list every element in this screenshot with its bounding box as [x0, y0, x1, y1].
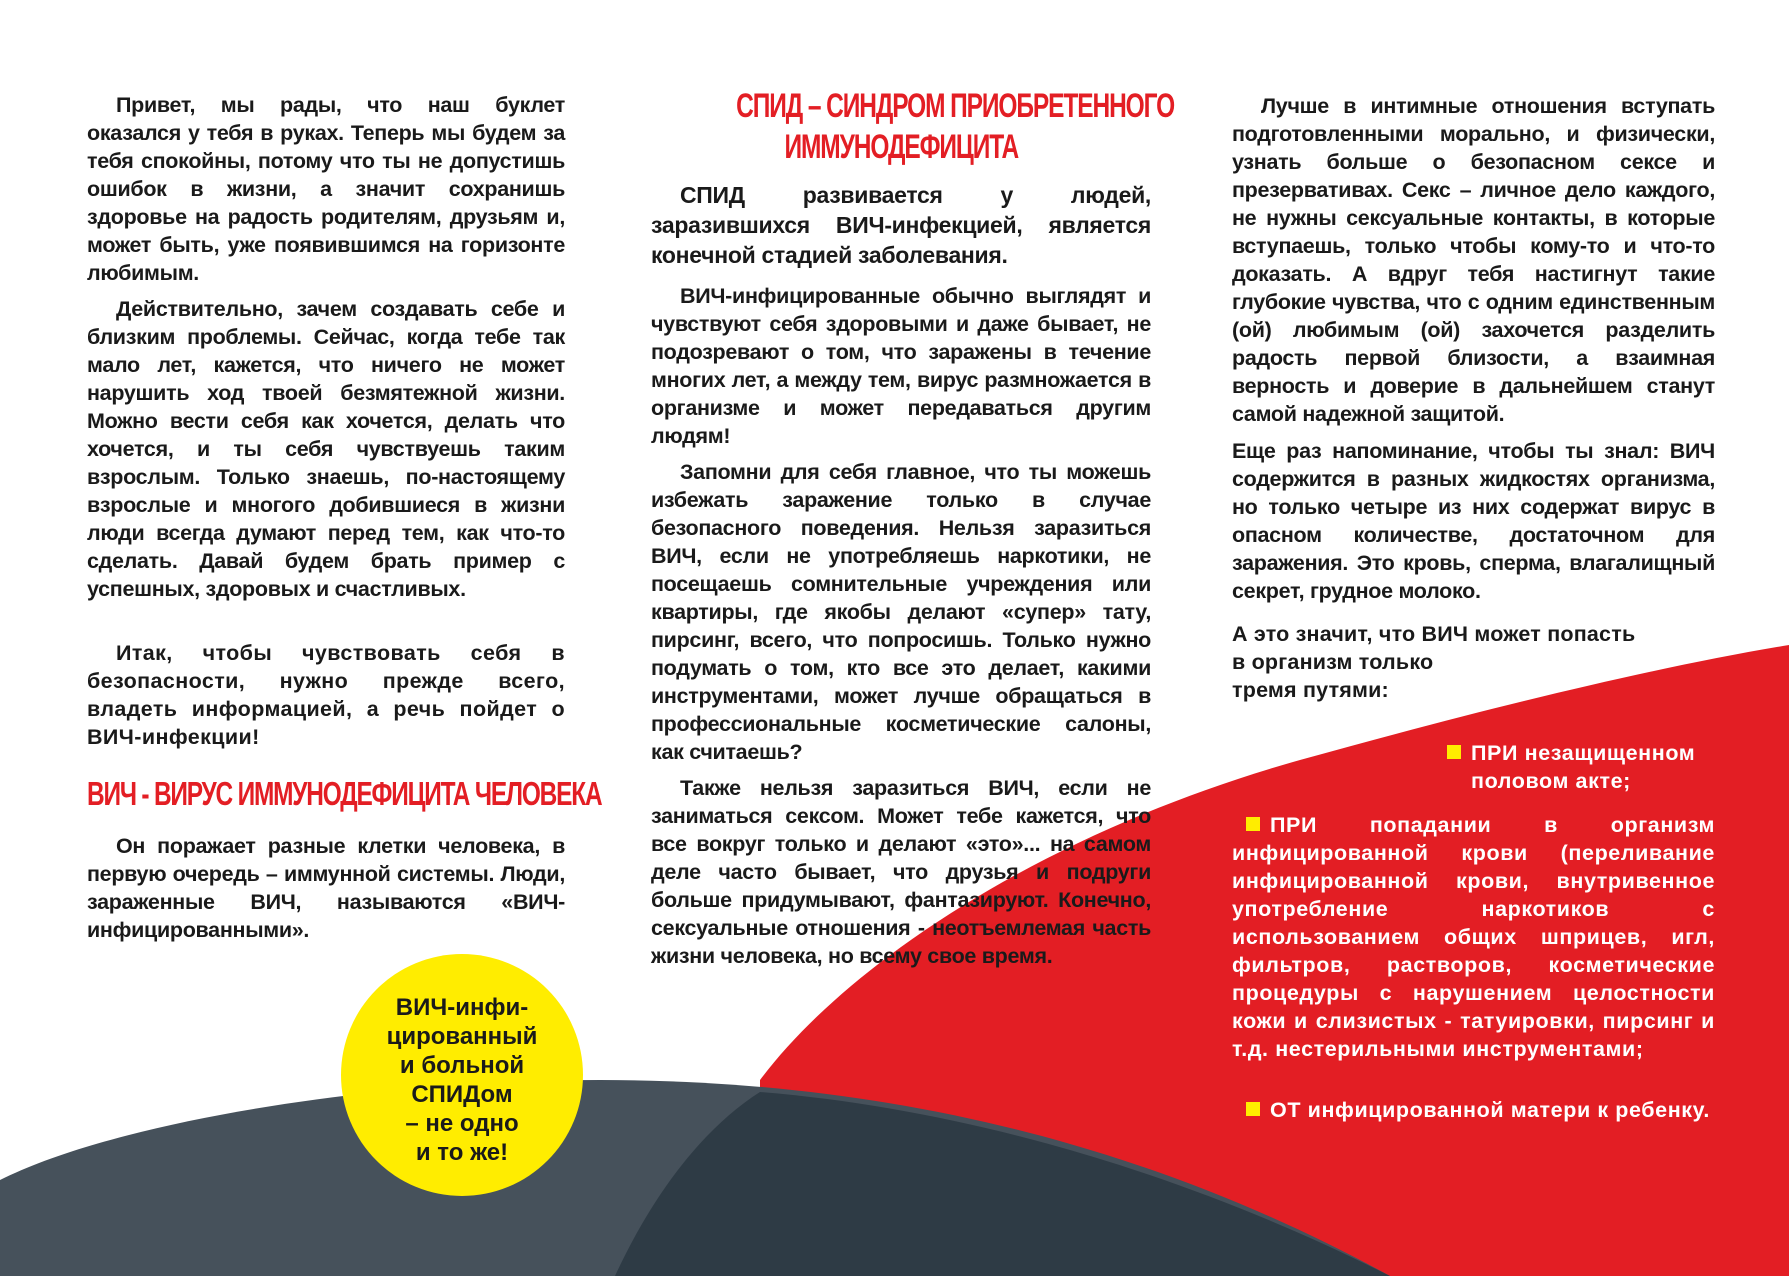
route-item-text: ПРИ попадании в организм инфицированной крови (переливание инфицированной крови, внутривенное употребление наркотиков с использованием общих шприцев, игл, фильтров, растворов, косметические процедуры с нарушением целостности кожи и слизистых - татуировки, пирсинг и т.д. нестерильными инструментами; [1232, 813, 1715, 1061]
prevention-paragraph: Запомни для себя главное, что ты можешь избежать заражение только в случае безопасного поведения. Нельзя заразиться ВИЧ, если не употребляешь наркотики, не посещаешь сомнительные учреждения или квартиры, где якобы делают «супер» тату, пирсинг, всего, что попросишь. Только нужно подумать о том, кто все это делает, какими инструментами, может лучше обращаться в профессиональные косметические салоны, как считаешь? [651, 460, 1151, 764]
hiv-heading: ВИЧ - ВИРУС ИММУНОДЕФИЦИТА ЧЕЛОВЕКА [87, 775, 602, 812]
reasoning-paragraph: Действительно, зачем создавать себе и близким проблемы. Сейчас, когда тебе так мало лет, кажется, что ничего не может нарушить ход твоей безмятежной жизни. Можно вести себя как хочется, делать что хочется, и ты себя чувствуешь таким взрослым. Только знаешь, по-настоящему взрослые и многого добившиеся в жизни люди всегда думают перед тем, как что-то сделать. Давай будем брать пример с успешных, здоровых и счастливых. [87, 297, 565, 601]
hiv-carriers-paragraph: ВИЧ-инфицированные обычно выглядят и чувствуют себя здоровыми и даже бывает, не подозревают о том, что заражены в течение многих лет, а между тем, вирус размножается в организме и может передаваться другим людям! [651, 284, 1151, 448]
relationships-paragraph: Лучше в интимные отношения вступать подготовленными морально, и физически, узнать больше о безопасном сексе и презервативах. Секс – личное дело каждого, не нужны сексуальные контакты, в которые вступаешь, только чтобы кому-то и что-то доказать. А вдруг тебя настигнут такие глубокие чувства, что с одним единственным (ой) любимым (ой) захочется разделить радость первой близости, а взаимная верность и доверие в дальнейшем станут самой надежной защитой. [1232, 94, 1715, 426]
callout-line: СПИДом [411, 1081, 513, 1108]
yellow-square-bullet-icon [1246, 1102, 1260, 1116]
callout-line: и больной [399, 1052, 525, 1079]
route-item-mother [1232, 1096, 1710, 1124]
route-item-blood [1232, 811, 1715, 1063]
safety-paragraph: Итак, чтобы чувствовать себя в безопасности, нужно прежде всего, владеть информацией, а речь пойдет о ВИЧ-инфекции! [87, 641, 565, 749]
transmission-lead-line2: в организм только [1232, 650, 1434, 674]
transmission-lead-line3: тремя путями: [1232, 678, 1389, 702]
aids-definition-paragraph: СПИД развивается у людей, заразившихся ВИЧ-инфекцией, является конечной стадией заболевания. [651, 182, 1151, 268]
transmission-lead-line1: А это значит, что ВИЧ может попасть [1232, 622, 1636, 646]
route-item-line2: половом акте; [1471, 769, 1631, 793]
callout-line: – не одно [405, 1110, 519, 1137]
callout-text [340, 993, 584, 1167]
aids-heading-line2: ИММУНОДЕФИЦИТА [784, 128, 1018, 166]
body-fluids-paragraph: Еще раз напоминание, чтобы ты знал: ВИЧ содержится в разных жидкостях организма, но только четыре из них содержат вирус в опасном количестве, достаточном для заражения. Это кровь, сперма, влагалищный секрет, грудное молоко. [1232, 439, 1715, 603]
transmission-lead [1232, 620, 1635, 704]
yellow-square-bullet-icon [1246, 817, 1260, 831]
route-item-text: ОТ инфицированной матери к ребенку. [1270, 1098, 1710, 1122]
yellow-square-bullet-icon [1447, 745, 1461, 759]
abstinence-paragraph: Также нельзя заразиться ВИЧ, если не заниматься сексом. Может тебе кажется, что все вокруг только и делают «это»... на самом деле часто бывает, что друзья и подруги больше придумывают, фантазируют. Конечно, сексуальные отношения - неотъемлемая часть жизни человека, но всему свое время. [651, 776, 1151, 968]
route-item-line1: ПРИ незащищенном [1471, 741, 1696, 765]
callout-line: и то же! [415, 1139, 509, 1166]
route-item-sexual [1447, 739, 1717, 795]
intro-paragraph: Привет, мы рады, что наш буклет оказался у тебя в руках. Теперь мы будем за тебя спокойны, потому что ты не допустишь ошибок в жизни, а значит сохранишь здоровье на радость родителям, друзьям и, может быть, уже появившимся на горизонте любимым. [87, 93, 565, 285]
callout-line: цированный [386, 1023, 538, 1050]
aids-heading [651, 86, 1175, 168]
callout-line: ВИЧ-инфи- [395, 994, 529, 1021]
aids-heading-line1: СПИД – СИНДРОМ ПРИОБРЕТЕННОГО [736, 87, 1175, 125]
hiv-definition-paragraph: Он поражает разные клетки человека, в первую очередь – иммунной системы. Люди, зараженные ВИЧ, называются «ВИЧ-инфицированными». [87, 834, 565, 942]
